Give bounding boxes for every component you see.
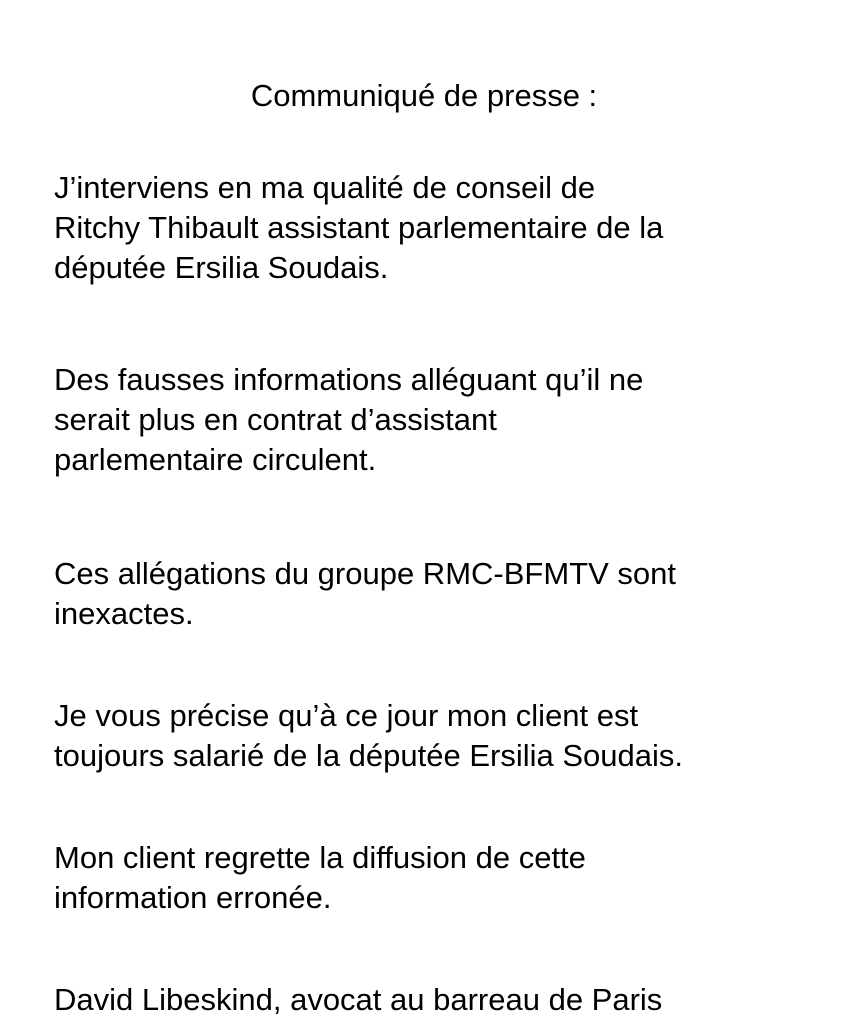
paragraph-line: serait plus en contrat d’assistant <box>54 402 497 437</box>
paragraph-line: toujours salarié de la députée Ersilia Soudais. <box>54 738 683 773</box>
page-title: Communiqué de presse : <box>250 78 598 113</box>
paragraph-line: députée Ersilia Soudais. <box>54 250 389 285</box>
paragraph-line: information erronée. <box>54 880 332 915</box>
paragraph-line: J’interviens en ma qualité de conseil de <box>54 170 596 205</box>
paragraph-line: Ritchy Thibault assistant parlementaire de la <box>54 210 664 245</box>
paragraph-line: Des fausses informations alléguant qu’il ne <box>54 362 644 397</box>
paragraph-line: David Libeskind, avocat au barreau de Paris <box>54 982 663 1017</box>
paragraph-line: Ces allégations du groupe RMC-BFMTV sont <box>54 556 676 591</box>
paragraph-false-information <box>54 360 814 480</box>
signature-line <box>54 980 814 1020</box>
paragraph-allegations <box>54 554 814 634</box>
paragraph-line: inexactes. <box>54 596 194 631</box>
paragraph-regret <box>54 838 814 918</box>
paragraph-line: Je vous précise qu’à ce jour mon client est <box>54 698 639 733</box>
paragraph-clarification <box>54 696 814 776</box>
paragraph-line: parlementaire circulent. <box>54 442 377 477</box>
paragraph-intro <box>54 168 814 288</box>
paragraph-line: Mon client regrette la diffusion de cette <box>54 840 586 875</box>
